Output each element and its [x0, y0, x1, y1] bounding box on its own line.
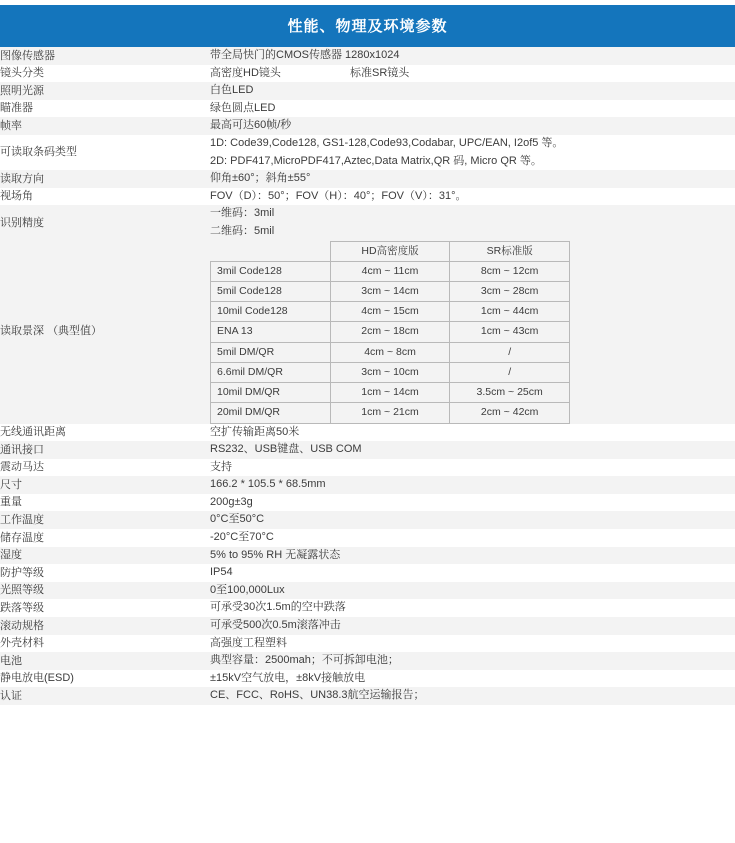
table-row: [0, 424, 735, 442]
row-value: [210, 670, 735, 688]
row-label: 工作温度: [0, 511, 210, 529]
row-value: [210, 441, 735, 459]
depth-row-hd: 2cm ~ 18cm: [330, 322, 450, 342]
depth-row-label: ENA 13: [211, 322, 331, 342]
row-value-line: CE、FCC、RoHS、UN38.3航空运输报告；: [210, 689, 425, 702]
row-label: [0, 241, 210, 424]
table-row: [0, 529, 735, 547]
row-value-line: FOV（D）：50°；FOV（H）：40°；FOV（V）：31°。: [210, 189, 467, 202]
row-value-line: 1D: Code39,Code128, GS1-128,Code93,Codabar, UPC/EAN, I2of5 等。: [210, 136, 564, 149]
row-value-line: 白色LED: [210, 84, 254, 97]
depth-label-line: （典型值）: [47, 325, 103, 338]
row-value: [210, 47, 735, 65]
row-value-line: 最高可达60帧/秒: [210, 119, 292, 132]
depth-row-label: 5mil DM/QR: [211, 342, 331, 362]
table-row: [0, 617, 735, 635]
row-label: 滚动规格: [0, 617, 210, 635]
depth-row-sr: 1cm ~ 43cm: [450, 322, 570, 342]
row-value: [210, 652, 735, 670]
row-value-line: 166.2 * 105.5 * 68.5mm: [210, 478, 326, 491]
row-value: [210, 424, 735, 442]
table-row: [0, 635, 735, 653]
row-label: 瞄准器: [0, 100, 210, 118]
row-value-line: 高强度工程塑料: [210, 636, 287, 649]
row-value: [210, 564, 735, 582]
row-label: 认证: [0, 687, 210, 705]
row-value-line: 5% to 95% RH 无凝露状态: [210, 548, 341, 561]
row-label: 读取方向: [0, 170, 210, 188]
depth-row-label: 5mil Code128: [211, 281, 331, 301]
depth-row-label: 10mil DM/QR: [211, 383, 331, 403]
table-row: [0, 205, 735, 240]
row-value-line: 可承受30次1.5m的空中跌落: [210, 601, 346, 614]
row-label: 可读取条码类型: [0, 135, 210, 170]
table-row: [0, 117, 735, 135]
row-value: [210, 494, 735, 512]
row-value: [210, 205, 735, 240]
row-value-line: 200g±3g: [210, 495, 253, 508]
depth-row-sr: 3.5cm ~ 25cm: [450, 383, 570, 403]
depth-row-label: 10mil Code128: [211, 302, 331, 322]
row-value: [210, 687, 735, 705]
depth-col-header-sr: SR标准版: [450, 241, 570, 261]
row-label: 防护等级: [0, 564, 210, 582]
row-value-line: 2D: PDF417,MicroPDF417,Aztec,Data Matrix,QR 码, Micro QR 等。: [210, 154, 542, 167]
table-row: [0, 47, 735, 65]
depth-row-sr: 2cm ~ 42cm: [450, 403, 570, 423]
table-row: [0, 441, 735, 459]
row-label: 静电放电(ESD): [0, 670, 210, 688]
depth-row-sr: 3cm ~ 28cm: [450, 281, 570, 301]
row-label: 震动马达: [0, 459, 210, 477]
depth-label-line: 读取景深: [0, 325, 44, 338]
table-row: [0, 188, 735, 206]
depth-row-sr: /: [450, 362, 570, 382]
depth-table-row: [211, 322, 570, 342]
row-value: [210, 117, 735, 135]
row-label: 视场角: [0, 188, 210, 206]
spec-sheet: [0, 5, 735, 705]
table-row: [0, 547, 735, 565]
depth-col-header-hd: HD高密度版: [330, 241, 450, 261]
row-value-line: 0°C至50°C: [210, 513, 265, 526]
depth-col-header-blank: [211, 241, 331, 261]
depth-row-hd: 4cm ~ 8cm: [330, 342, 450, 362]
depth-row-hd: 4cm ~ 11cm: [330, 261, 450, 281]
table-row: [0, 494, 735, 512]
depth-row-hd: 3cm ~ 14cm: [330, 281, 450, 301]
depth-row-hd: 3cm ~ 10cm: [330, 362, 450, 382]
depth-table-row: [211, 261, 570, 281]
row-value-line: 绿色圆点LED: [210, 101, 276, 114]
depth-value: [210, 241, 735, 424]
depth-table-row: [211, 403, 570, 423]
row-label: 尺寸: [0, 476, 210, 494]
table-row: [0, 170, 735, 188]
row-value-line: 0至100,000Lux: [210, 583, 285, 596]
depth-row-sr: /: [450, 342, 570, 362]
row-value: [210, 511, 735, 529]
table-row: [0, 82, 735, 100]
table-row: [0, 511, 735, 529]
row-label: 无线通讯距离: [0, 424, 210, 442]
row-value: [210, 188, 735, 206]
table-row: [0, 670, 735, 688]
depth-table-row: [211, 302, 570, 322]
two-column-value: [210, 65, 735, 83]
spec-table-body: [0, 47, 735, 705]
row-value-col-2: 标准SR镜头: [350, 66, 410, 79]
depth-table-header-row: [211, 241, 570, 261]
table-row: [0, 564, 735, 582]
depth-table-row: [211, 281, 570, 301]
row-value: [210, 135, 735, 170]
row-value: [210, 170, 735, 188]
row-value: [210, 65, 735, 83]
row-label: 跌落等级: [0, 599, 210, 617]
row-value: [210, 599, 735, 617]
row-value-line: -20°C至70°C: [210, 531, 274, 544]
depth-row-hd: 1cm ~ 21cm: [330, 403, 450, 423]
row-value-col-1: 高密度HD镜头: [210, 66, 281, 79]
row-value-line: 可承受500次0.5m滚落冲击: [210, 619, 341, 632]
table-row: [0, 652, 735, 670]
table-row: [0, 476, 735, 494]
row-value: [210, 547, 735, 565]
depth-row-label: 20mil DM/QR: [211, 403, 331, 423]
page-title: 性能、物理及环境参数: [0, 5, 735, 47]
row-value-line: 典型容量：2500mah；不可拆卸电池；: [210, 654, 399, 667]
row-label: 重量: [0, 494, 210, 512]
depth-table-row: [211, 342, 570, 362]
row-value-line: 支持: [210, 460, 232, 473]
depth-row-label: 3mil Code128: [211, 261, 331, 281]
depth-table-row: [211, 383, 570, 403]
row-label: 照明光源: [0, 82, 210, 100]
table-row: [0, 687, 735, 705]
row-value: [210, 617, 735, 635]
table-row: [0, 599, 735, 617]
table-row: [0, 135, 735, 170]
depth-label: [0, 323, 210, 341]
spec-table: [0, 47, 735, 705]
row-label: 通讯接口: [0, 441, 210, 459]
row-label: 光照等级: [0, 582, 210, 600]
row-label: 识别精度: [0, 205, 210, 240]
row-value-line: ±15kV空气放电，±8kV接触放电: [210, 671, 366, 684]
row-value-line: 空扩传输距离50米: [210, 425, 300, 438]
table-row: [0, 65, 735, 83]
row-label: 电池: [0, 652, 210, 670]
depth-row-sr: 1cm ~ 44cm: [450, 302, 570, 322]
row-value: [210, 82, 735, 100]
table-row: [0, 459, 735, 477]
row-value: [210, 476, 735, 494]
row-value-line: 二维码：5mil: [210, 224, 275, 237]
depth-row-hd: 1cm ~ 14cm: [330, 383, 450, 403]
row-value-line: 带全局快门的CMOS传感器 1280x1024: [210, 49, 400, 61]
row-label: 图像传感器: [0, 47, 210, 65]
table-row: [0, 100, 735, 118]
depth-row-label: 6.6mil DM/QR: [211, 362, 331, 382]
row-value: [210, 582, 735, 600]
row-label: 外壳材料: [0, 635, 210, 653]
row-label: 储存温度: [0, 529, 210, 547]
table-row: [0, 582, 735, 600]
depth-table-head: [211, 241, 570, 261]
row-label: 帧率: [0, 117, 210, 135]
row-label: 镜头分类: [0, 65, 210, 83]
row-value-line: IP54: [210, 566, 233, 579]
row-value-line: RS232、USB键盘、USB COM: [210, 443, 362, 456]
depth-row-hd: 4cm ~ 15cm: [330, 302, 450, 322]
depth-row-sr: 8cm ~ 12cm: [450, 261, 570, 281]
row-value: [210, 529, 735, 547]
depth-table-body: [211, 261, 570, 423]
row-label: 湿度: [0, 547, 210, 565]
depth-of-field-row: [0, 241, 735, 424]
row-value-line: 一维码：3mil: [210, 207, 275, 220]
row-value-line: 仰角±60°；斜角±55°: [210, 172, 311, 185]
row-value: [210, 100, 735, 118]
row-value: [210, 459, 735, 477]
depth-table-row: [211, 362, 570, 382]
depth-of-field-table: [210, 241, 570, 424]
row-value: [210, 635, 735, 653]
